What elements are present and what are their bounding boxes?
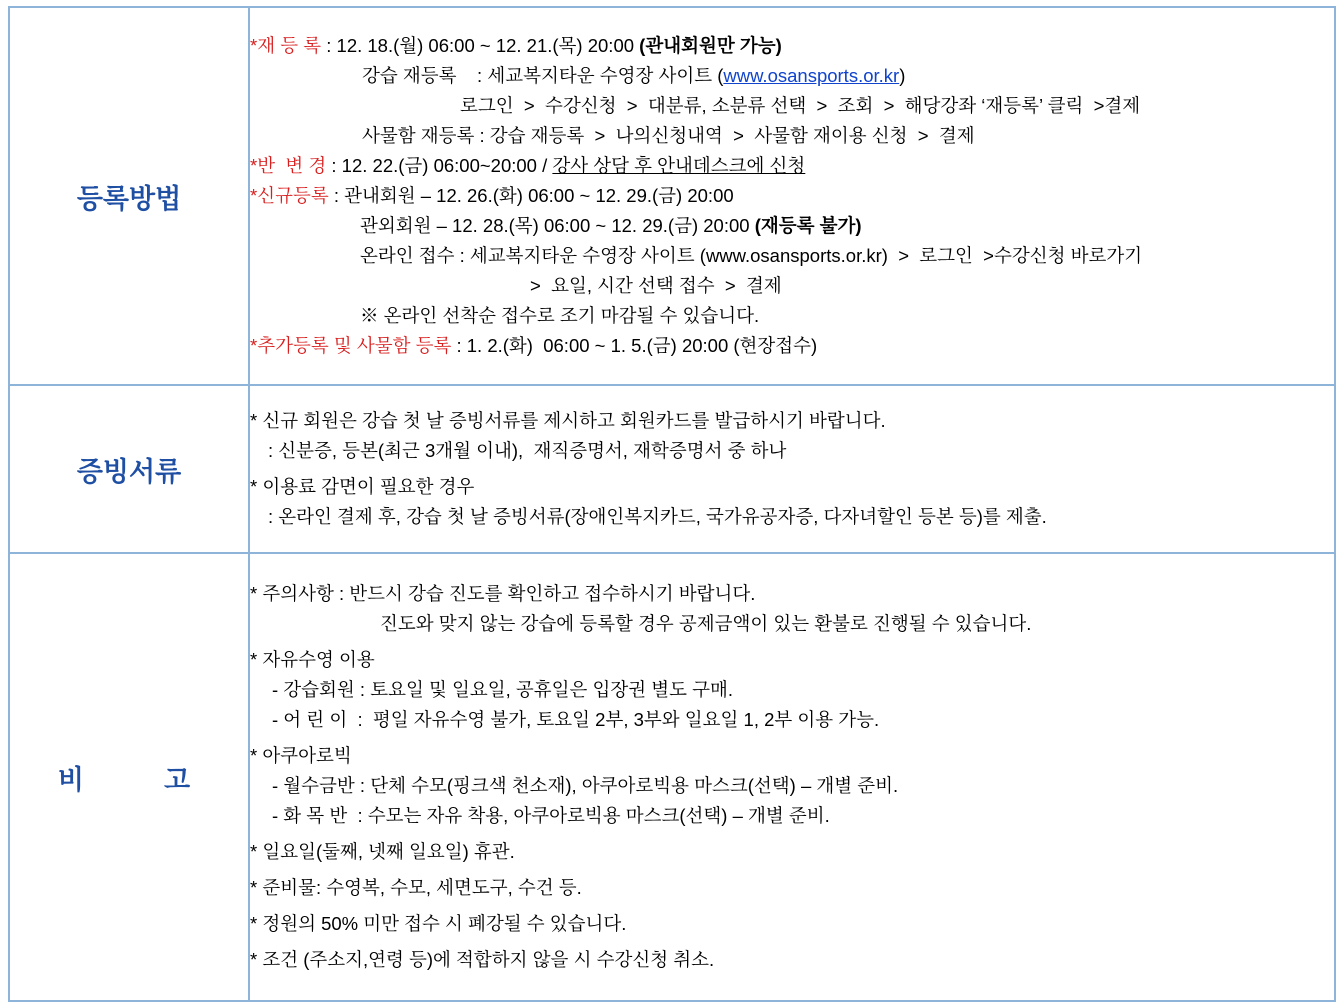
remarks-line-12: * 조건 (주소지,연령 등)에 적합하지 않을 시 수강신청 취소. — [250, 949, 715, 971]
new-register-outside-line — [250, 211, 1334, 241]
documents-line-3: * 이용료 감면이 필요한 경우 — [250, 476, 475, 498]
documents-line-2: : 신분증, 등본(최근 3개월 이내), 재직증명서, 재학증명서 중 하나 — [268, 440, 787, 462]
remarks-line-8: - 화 목 반 : 수모는 자유 착용, 아쿠아로빅용 마스크(선택) – 개별 준비. — [272, 805, 830, 827]
class-change-line — [250, 151, 1334, 181]
row-label-documents-cell — [9, 385, 249, 553]
remarks-line-4: - 강습회원 : 토요일 및 일요일, 공휴일은 입장권 별도 구매. — [272, 679, 734, 701]
row-label-documents: 증빙서류 — [76, 456, 182, 487]
remarks-line-3: * 자유수영 이용 — [250, 649, 375, 671]
table-row-registration — [9, 7, 1335, 385]
new-register-title: 신규등록 — [257, 185, 329, 207]
lesson-rereg-path: 로그인 > 수강신청 > 대분류, 소분류 선택 > 조회 > 해당강좌 ‘재등록’ 클릭 >결제 — [460, 95, 1141, 117]
site-url-link[interactable]: www.osansports.or.kr — [723, 65, 900, 87]
extra-register-marker: * — [250, 334, 258, 356]
row-content-documents — [249, 385, 1335, 553]
class-change-marker: * — [250, 155, 258, 177]
extra-register-title: 추가등록 및 사물함 등록 — [257, 334, 452, 356]
locker-rereg-line: 사물함 재등록 : 강습 재등록 > 나의신청내역 > 사물함 재이용 신청 > 결제 — [362, 125, 975, 147]
swimming-notice-table — [8, 6, 1336, 1002]
remarks-line-10: * 준비물: 수영복, 수모, 세면도구, 수건 등. — [250, 877, 582, 899]
lesson-rereg-tail: ) — [899, 65, 906, 87]
remarks-line-9: * 일요일(둘째, 넷째 일요일) 휴관. — [250, 841, 515, 863]
row-content-registration — [249, 7, 1335, 385]
class-change-note: 강사 상담 후 안내데스크에 신청 — [552, 155, 806, 177]
reregister-marker: * — [250, 35, 258, 57]
online-warning-line: ※ 온라인 선착순 접수로 조기 마감될 수 있습니다. — [360, 305, 760, 326]
remarks-line-7: - 월수금반 : 단체 수모(핑크색 천소재), 아쿠아로빅용 마스크(선택) – 개별 준비. — [272, 775, 899, 797]
remarks-line-2: 진도와 맞지 않는 강습에 등록할 경우 공제금액이 있는 환불로 진행될 수 있습니다. — [380, 613, 1032, 635]
lesson-rereg-line — [250, 61, 1334, 91]
online-apply-line2: > 요일, 시간 선택 접수 > 결제 — [530, 275, 782, 297]
reregister-date: : 12. 18.(월) 06:00 ~ 12. 21.(목) 20:00 — [321, 35, 640, 57]
row-label-registration: 등록방법 — [76, 183, 182, 214]
documents-line-1: * 신규 회원은 강습 첫 날 증빙서류를 제시하고 회원카드를 발급하시기 바랍니다. — [250, 410, 886, 432]
extra-register-date: : 1. 2.(화) 06:00 ~ 1. 5.(금) 20:00 (현장접수) — [451, 334, 818, 356]
documents-line-4: : 온라인 결제 후, 강습 첫 날 증빙서류(장애인복지카드, 국가유공자증, 다자녀할인 등본 등)를 제출. — [268, 506, 1047, 528]
reregister-title: 재 등 록 — [257, 35, 322, 57]
table-row-documents — [9, 385, 1335, 553]
remarks-line-1: * 주의사항 : 반드시 강습 진도를 확인하고 접수하시기 바랍니다. — [250, 583, 756, 605]
row-label-remarks-cell — [9, 553, 249, 1001]
extra-register-line — [250, 331, 1334, 361]
new-register-inside: : 관내회원 – 12. 26.(화) 06:00 ~ 12. 29.(금) 20:00 — [328, 185, 734, 207]
class-change-date: : 12. 22.(금) 06:00~20:00 / — [326, 155, 553, 177]
new-register-line — [250, 181, 1334, 211]
remarks-line-6: * 아쿠아로빅 — [250, 745, 352, 767]
row-content-remarks — [249, 553, 1335, 1001]
new-register-outside-note: (재등록 불가) — [754, 215, 862, 237]
table-row-remarks — [9, 553, 1335, 1001]
row-label-registration-cell — [9, 7, 249, 385]
remarks-line-5: - 어 린 이 : 평일 자유수영 불가, 토요일 2부, 3부와 일요일 1, 2부 이용 가능. — [272, 709, 880, 731]
lesson-rereg-label: 강습 재등록 : 세교복지타운 수영장 사이트 ( — [362, 65, 724, 87]
reregister-note: (관내회원만 가능) — [639, 35, 782, 57]
online-apply-line: 온라인 접수 : 세교복지타운 수영장 사이트 (www.osansports.or.kr) > 로그인 >수강신청 바로가기 — [360, 245, 1143, 267]
new-register-outside: 관외회원 – 12. 28.(목) 06:00 ~ 12. 29.(금) 20:00 — [360, 215, 755, 237]
class-change-title: 반 변 경 — [257, 155, 327, 177]
reregister-line — [250, 31, 1334, 61]
new-register-marker: * — [250, 185, 258, 207]
remarks-line-11: * 정원의 50% 미만 접수 시 폐강될 수 있습니다. — [250, 913, 627, 935]
row-label-remarks: 비 고 — [57, 764, 201, 795]
